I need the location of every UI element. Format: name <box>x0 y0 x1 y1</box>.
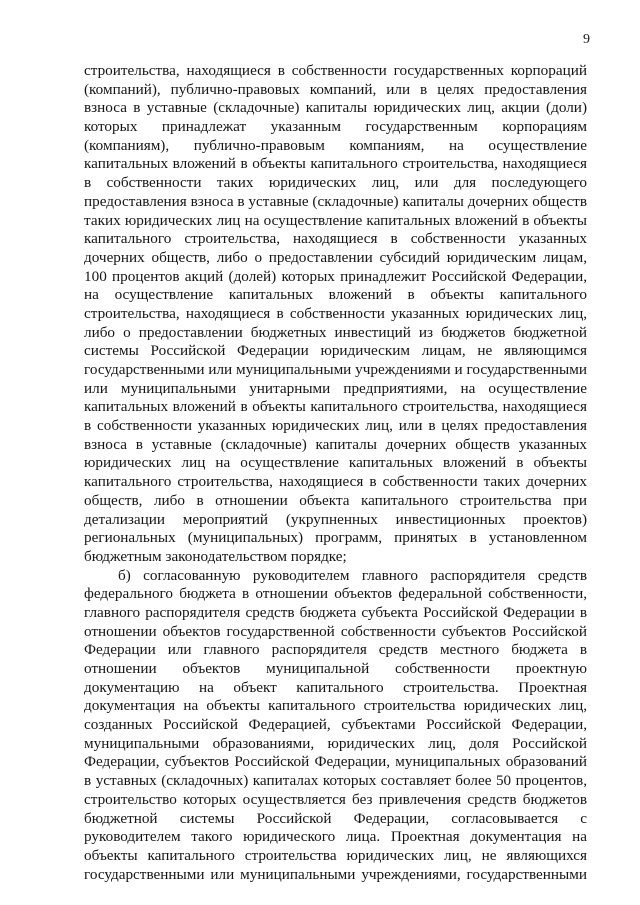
text-line: бюджетным законодательством порядке; <box>84 547 347 565</box>
text-line: государственными или муниципальными учреждениями, государственными <box>84 865 587 883</box>
text-line: капитальных вложений в объекты капитального строительства, находящиеся <box>84 398 587 416</box>
text-line: которых принадлежат указанным государственным корпорациям <box>84 118 587 136</box>
text-line: региональных (муниципальных) программ, принятых в установленном <box>84 529 587 547</box>
text-line: взноса в уставные (складочные) капиталы дочерних обществ указанных <box>84 435 587 453</box>
text-line: отношении объектов государственной собственности субъектов Российской <box>84 622 587 640</box>
text-line: или муниципальными унитарными предприятиями, на осуществление <box>84 379 587 397</box>
text-line: созданных Российской Федерацией, субъектами Российской Федерации, <box>84 716 587 734</box>
text-line: Федерации, субъектов Российской Федерации, муниципальных образований <box>84 753 587 771</box>
text-line: 100 процентов акций (долей) которых принадлежит Российской Федерации, <box>84 267 587 285</box>
text-line: таких юридических лиц на осуществление капитальных вложений в объекты <box>84 211 587 229</box>
text-line: строительства, находящиеся в собственности государственных корпораций <box>84 62 587 79</box>
text-line: в собственности указанных юридических лиц, или в целях предоставления <box>84 417 587 435</box>
text-line: государственными или муниципальными учреждениями и государственными <box>84 361 587 378</box>
text-line: в уставных (складочных) капиталах которых составляет более 50 процентов, <box>84 772 587 790</box>
text-line: детализации мероприятий (укрупненных инвестиционных проектов) <box>84 510 587 528</box>
text-line: (компаниям), публично-правовым компаниям, на осуществление <box>84 136 587 154</box>
text-line: капитального строительства, находящиеся в собственности указанных <box>84 230 587 248</box>
text-line: главного распорядителя средств бюджета субъекта Российской Федерации в <box>84 603 587 621</box>
page-number: 9 <box>583 32 590 47</box>
text-line: строительство которых осуществляется без привлечения средств бюджетов <box>84 790 587 808</box>
text-line: обществ, либо в отношении объекта капитального строительства при <box>84 491 587 509</box>
text-line: (компаний), публично-правовых компаний, или в целях предоставления <box>84 80 587 98</box>
text-line: либо о предоставлении бюджетных инвестиций из бюджетов бюджетной <box>84 323 587 341</box>
text-line: Федерации или главного распорядителя средств местного бюджета в <box>84 641 587 659</box>
text-line: на осуществление капитальных вложений в объекты капитального <box>84 286 587 304</box>
text-line: муниципальными образованиями, юридических лиц, доля Российской <box>84 734 587 752</box>
body-text <box>84 62 587 884</box>
text-line: капитальных вложений в объекты капитального строительства, находящиеся <box>84 155 587 173</box>
text-line: б) согласованную руководителем главного распорядителя средств <box>118 566 587 584</box>
text-line: юридических лиц на осуществление капитальных вложений в объекты <box>84 454 587 472</box>
text-line: объекты капитального строительства юридических лиц, не являющихся <box>84 846 587 864</box>
text-line: дочерних обществ, либо о предоставлении субсидий юридическим лицам, <box>84 248 587 266</box>
text-line: документация на объекты капитального строительства юридических лиц, <box>84 697 587 715</box>
text-line: капитального строительства, находящиеся в собственности таких дочерних <box>84 473 587 491</box>
text-line: отношении объектов муниципальной собственности проектную <box>84 660 587 677</box>
text-line: строительства, находящиеся в собственности указанных юридических лиц, <box>84 304 587 322</box>
text-line: руководителем такого юридического лица. Проектная документация на <box>84 828 587 846</box>
text-line: в собственности таких юридических лиц, или для последующего <box>84 174 587 192</box>
text-line: предоставления взноса в уставные (складочные) капиталы дочерних обществ <box>84 192 587 210</box>
text-line: бюджетной системы Российской Федерации, согласовывается с <box>84 809 587 827</box>
text-line: документацию на объект капитального строительства. Проектная <box>84 678 587 696</box>
text-line: системы Российской Федерации юридическим лицам, не являющимся <box>84 342 587 360</box>
text-line: взноса в уставные (складочные) капиталы юридических лиц, акции (доли) <box>84 99 587 117</box>
text-line: федерального бюджета в отношении объектов федеральной собственности, <box>84 585 587 603</box>
